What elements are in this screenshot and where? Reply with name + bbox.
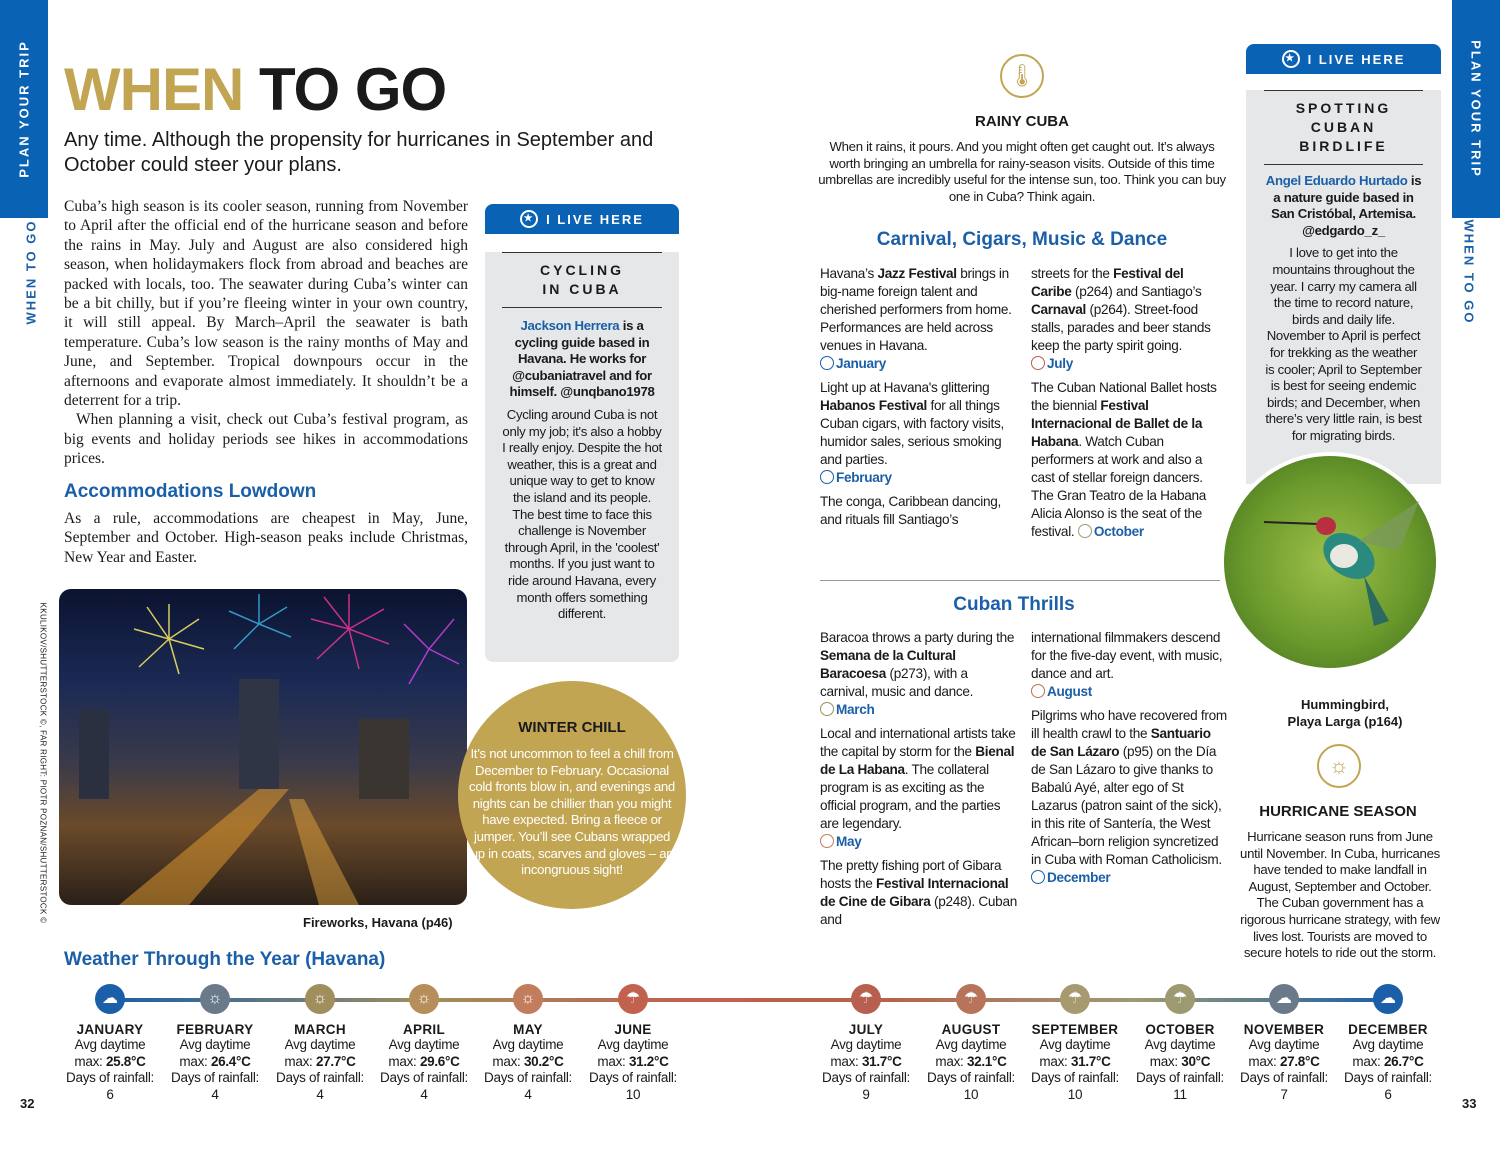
cycling-guide-name: Jackson Herrera bbox=[520, 318, 620, 333]
weather-month-name: MAY bbox=[513, 1022, 543, 1037]
carnival-entry-jazz: Havana’s Jazz Festival brings in big-name foreign talent and cherished performers from home. Performances are held across venues in Havana. January bbox=[820, 266, 1012, 371]
weather-month-december bbox=[1338, 984, 1438, 1103]
weather-avg-label: Avg daytime bbox=[492, 1037, 564, 1052]
weather-avg-label: Avg daytime bbox=[74, 1037, 146, 1052]
i-live-here-box-cycling bbox=[485, 204, 679, 662]
weather-rain-label: Days of rainfall: bbox=[1240, 1070, 1328, 1085]
weather-rain-label: Days of rainfall: bbox=[1136, 1070, 1224, 1085]
carnival-entry-caribe: streets for the Festival del Caribe (p264) and Santiago’s Carnaval (p264). Street-food stalls, parades and beer stands keep the party spirit going. July bbox=[1031, 266, 1211, 371]
cycling-title-line-2: IN CUBA bbox=[542, 281, 622, 297]
weather-month-june bbox=[583, 984, 683, 1103]
i-live-here-label: I LIVE HERE bbox=[546, 211, 644, 227]
rain-icon: ☂ bbox=[618, 984, 648, 1014]
hurricane-season-text: Hurricane season runs from June until November. In Cuba, hurricanes have tended to make landfall in August, September and October. The Cuban government has a rigorous hurricane strategy, with few lives lost. Tourists are moved to secure hotels to ride out the storm. bbox=[1240, 829, 1440, 961]
month-tag-may: May bbox=[820, 834, 862, 849]
weather-rain-label: Days of rainfall: bbox=[1344, 1070, 1432, 1085]
fireworks-caption: Fireworks, Havana (p46) bbox=[303, 915, 453, 930]
carnival-entry-habanos: Light up at Havana's glittering Habanos Festival for all things Cuban cigars, with factory visits, humidor sales, serious smoking and parties. February bbox=[820, 380, 1004, 485]
weather-month-september bbox=[1025, 984, 1125, 1103]
bird-guide-name: Angel Eduardo Hurtado bbox=[1265, 173, 1408, 188]
star-badge-icon: ★ bbox=[520, 210, 538, 228]
weather-month-february bbox=[165, 984, 265, 1103]
weather-rain-days: 10 bbox=[625, 1086, 641, 1102]
weather-month-name: SEPTEMBER bbox=[1031, 1022, 1119, 1037]
weather-month-may bbox=[478, 984, 578, 1103]
rain-icon: ☂ bbox=[851, 984, 881, 1014]
photo-credit bbox=[36, 602, 50, 924]
weather-rain-label: Days of rainfall: bbox=[1031, 1070, 1119, 1085]
weather-month-july bbox=[816, 984, 916, 1103]
thrills-entry-bienal: Local and international artists take the capital by storm for the Bienal de La Habana. The collateral program is as exciting as the official program, and the parties are legendary. May bbox=[820, 726, 1016, 849]
weather-max-temp: max: 32.1°C bbox=[935, 1053, 1007, 1069]
rainy-cuba-text: When it rains, it pours. And you might often get caught out. It’s always worth bringing an umbrella for rainy-season visits. Outside of this time umbrellas are incredibly useful for the intense sun, too. Think you can buy one in Cuba? Think again. bbox=[818, 139, 1226, 204]
weather-rain-days: 7 bbox=[1280, 1086, 1288, 1102]
right-side-tab-label: PLAN YOUR TRIP bbox=[1468, 40, 1484, 178]
i-live-here-header-2 bbox=[1246, 44, 1441, 74]
intro-text bbox=[64, 197, 468, 469]
winter-chill-title: WINTER CHILL bbox=[518, 719, 626, 736]
star-badge-icon: ★ bbox=[1282, 50, 1300, 68]
weather-max-temp: max: 31.7°C bbox=[830, 1053, 902, 1069]
weather-avg-label: Avg daytime bbox=[935, 1037, 1007, 1052]
accommodations-heading: Accommodations Lowdown bbox=[64, 481, 317, 502]
weather-rain-label: Days of rainfall: bbox=[171, 1070, 259, 1085]
hummingbird-photo bbox=[1220, 452, 1440, 672]
carnival-entry-ballet: The Cuban National Ballet hosts the biennial Festival Internacional de Ballet de la Habana. Watch Cuban performers at work and also a cast of stellar foreign dancers. The Gran Teatro de la Habana Alicia Alonso is the seat of the festival. October bbox=[1031, 380, 1217, 539]
weather-max-temp: max: 26.7°C bbox=[1352, 1053, 1424, 1069]
birdlife-quote: I love to get into the mountains throughout the year. I carry my camera all the time to record nature, birds and daily life. November to April is perfect for trekking as the weather is cooler; April to September is best for seeing endemic birds; and December, when there’s very little rain, is best for migrating birds. bbox=[1265, 245, 1422, 443]
month-tag-december: December bbox=[1031, 870, 1110, 885]
hurricane-season-title: HURRICANE SEASON bbox=[1259, 803, 1417, 820]
weather-max-temp: max: 27.7°C bbox=[284, 1053, 356, 1069]
weather-rain-days: 4 bbox=[211, 1086, 219, 1102]
weather-rain-days: 6 bbox=[106, 1086, 114, 1102]
rain-icon bbox=[1078, 524, 1092, 538]
sun-icon bbox=[820, 470, 834, 484]
month-tag-march: March bbox=[820, 702, 875, 717]
weather-rain-days: 10 bbox=[1067, 1086, 1083, 1102]
weather-max-temp: max: 30°C bbox=[1149, 1053, 1211, 1069]
weather-month-november bbox=[1234, 984, 1334, 1103]
thermometer-icon: 🌡 bbox=[1000, 54, 1044, 98]
sun-icon bbox=[820, 834, 834, 848]
winter-chill-text: It’s not uncommon to feel a chill from December to February. Occasional cold fronts blow in, and evenings and nights can be chillier than you might have expected. Bring a fleece or jumper. You’ll see Cubans wrapped up in coats, scarves and gloves – an incongruous sight! bbox=[469, 746, 675, 878]
rain-icon bbox=[1031, 684, 1045, 698]
weather-month-name: JANUARY bbox=[76, 1022, 144, 1037]
weather-rain-label: Days of rainfall: bbox=[380, 1070, 468, 1085]
weather-month-april bbox=[374, 984, 474, 1103]
page-number-left: 32 bbox=[20, 1096, 35, 1111]
hummingbird-caption-line-2: Playa Larga (p164) bbox=[1287, 714, 1403, 729]
left-side-tab bbox=[0, 0, 48, 218]
rain-icon: ☂ bbox=[1165, 984, 1195, 1014]
sun-cloud-icon: ☁ bbox=[1373, 984, 1403, 1014]
weather-month-name: NOVEMBER bbox=[1243, 1022, 1325, 1037]
carnival-heading: Carnival, Cigars, Music & Dance bbox=[876, 229, 1168, 250]
cuban-thrills-heading: Cuban Thrills bbox=[953, 594, 1075, 615]
month-tag-october: October bbox=[1078, 524, 1144, 539]
weather-max-temp: max: 27.8°C bbox=[1248, 1053, 1320, 1069]
accommodations-text: As a rule, accommodations are cheapest in May, June, September and October. High-season peaks include Christmas, New Year and Easter. bbox=[64, 510, 468, 566]
weather-avg-label: Avg daytime bbox=[388, 1037, 460, 1052]
weather-rain-label: Days of rainfall: bbox=[276, 1070, 364, 1085]
sun-icon: ☼ bbox=[513, 984, 543, 1014]
weather-max-temp: max: 25.8°C bbox=[74, 1053, 146, 1069]
sun-cloud-icon: ☁ bbox=[1269, 984, 1299, 1014]
weather-month-name: FEBRUARY bbox=[176, 1022, 254, 1037]
thrills-entry-filmmakers: international filmmakers descend for the five-day event, with music, dance and art. August bbox=[1031, 630, 1223, 699]
i-live-here-box-birdlife bbox=[1246, 44, 1441, 484]
month-tag-august: August bbox=[1031, 684, 1092, 699]
right-side-tab bbox=[1452, 0, 1500, 218]
weather-month-august bbox=[921, 984, 1021, 1103]
page-number-right: 33 bbox=[1462, 1096, 1477, 1111]
hummingbird-caption-line-1: Hummingbird, bbox=[1300, 697, 1390, 712]
weather-rain-days: 6 bbox=[1384, 1086, 1392, 1102]
weather-month-march bbox=[270, 984, 370, 1103]
month-tag-february: February bbox=[820, 470, 892, 485]
weather-max-temp: max: 26.4°C bbox=[179, 1053, 251, 1069]
weather-month-name: DECEMBER bbox=[1348, 1022, 1428, 1037]
intro-paragraph-1: Cuba’s high season is its cooler season, running from November to April after the official end of the hurricane season and before the rains in May. July and August are also considered high season, when holidaymakers flock from abroad and beaches are packed with locals, too. The seawater during Cuba’s winter can be a bit chilly, but if you’re fleeing winter in your own country, it will still appeal. By March–April the seawater is bath temperature. Cuba’s low season is the rainy months of May and June, and September. Tropical downpours occur in the afternoons and evaporate almost immediately. It shouldn’t be a deterrent for a trip. bbox=[64, 198, 468, 410]
fireworks-photo bbox=[59, 589, 467, 905]
weather-month-january bbox=[60, 984, 160, 1103]
sun-cloud-icon bbox=[820, 356, 834, 370]
left-side-subtitle: WHEN TO GO bbox=[23, 219, 39, 325]
title-part-2: TO GO bbox=[258, 56, 447, 123]
cycling-guide-bio bbox=[502, 318, 662, 401]
thrills-entry-gibara: The pretty fishing port of Gibara hosts the Festival Internacional de Cine de Gibara (p248). Cuban and bbox=[820, 858, 1017, 927]
weather-avg-label: Avg daytime bbox=[1248, 1037, 1320, 1052]
hummingbird-caption bbox=[1260, 696, 1430, 730]
weather-rain-days: 9 bbox=[862, 1086, 870, 1102]
sun-icon: ☼ bbox=[305, 984, 335, 1014]
birdlife-title-line-1: SPOTTING bbox=[1295, 100, 1392, 116]
thrills-left-column bbox=[820, 629, 1018, 935]
weather-avg-label: Avg daytime bbox=[830, 1037, 902, 1052]
birdlife-title-line-2: CUBAN BIRDLIFE bbox=[1299, 119, 1388, 154]
thrills-entry-san-lazaro: Pilgrims who have recovered from ill health crawl to the Santuario de San Lázaro (p95) on the Día de San Lázaro to give thanks to Babalú Ayé, alter ego of St Lazarus (patron saint of the sick), in this rite of Santería, the West African–born religion syncretized in Cuba with Roman Catholicism. December bbox=[1031, 708, 1227, 885]
left-side-tab-label: PLAN YOUR TRIP bbox=[16, 40, 32, 178]
sun-cloud-icon bbox=[1031, 870, 1045, 884]
bird-guide-bio-text: is a nature guide based in San Cristóbal, Artemisa. @edgardo_z_ bbox=[1271, 173, 1422, 238]
sun-icon: ☼ bbox=[200, 984, 230, 1014]
cycling-quote: Cycling around Cuba is not only my job; it's also a hobby I really enjoy. Despite the hot weather, this is a great and unique way to get to know the island and its people. The best time to face this challenge is November through April, in the 'coolest' months. If you just want to ride around Havana, every month offers something different. bbox=[502, 406, 662, 622]
weather-month-name: OCTOBER bbox=[1145, 1022, 1215, 1037]
weather-max-temp: max: 31.2°C bbox=[597, 1053, 669, 1069]
weather-rain-days: 4 bbox=[420, 1086, 428, 1102]
photo-credit-text: KKULIKOV/SHUTTERSTOCK ©, FAR RIGHT: PIOTR POZNAN/SHUTTERSTOCK © bbox=[38, 602, 48, 924]
birdlife-title bbox=[1264, 90, 1423, 165]
weather-max-temp: max: 30.2°C bbox=[492, 1053, 564, 1069]
cycling-guide-bio-text: is a cycling guide based in Havana. He works for @cubaniatravel and for himself. @unqbano1978 bbox=[509, 318, 655, 400]
weather-avg-label: Avg daytime bbox=[1144, 1037, 1216, 1052]
carnival-entry-conga: The conga, Caribbean dancing, and rituals fill Santiago’s bbox=[820, 494, 1001, 527]
bird-guide-bio bbox=[1264, 173, 1423, 239]
weather-max-temp: max: 31.7°C bbox=[1039, 1053, 1111, 1069]
page-title bbox=[64, 56, 447, 123]
hummingbird-illustration bbox=[1224, 456, 1436, 668]
section-divider bbox=[820, 580, 1220, 581]
i-live-here-label-2: I LIVE HERE bbox=[1307, 51, 1406, 67]
weather-rain-days: 11 bbox=[1173, 1086, 1187, 1102]
weather-rain-days: 10 bbox=[963, 1086, 979, 1102]
weather-month-october bbox=[1130, 984, 1230, 1103]
sun-icon bbox=[820, 702, 834, 716]
weather-rain-label: Days of rainfall: bbox=[484, 1070, 572, 1085]
cycling-title-line-1: CYCLING bbox=[540, 262, 624, 278]
page-subtitle: Any time. Although the propensity for hurricanes in September and October could steer your plans. bbox=[64, 129, 654, 176]
rain-icon: ☂ bbox=[1060, 984, 1090, 1014]
weather-avg-label: Avg daytime bbox=[1039, 1037, 1111, 1052]
winter-chill-circle bbox=[458, 681, 686, 909]
rain-icon: ☂ bbox=[956, 984, 986, 1014]
rainy-cuba-title: RAINY CUBA bbox=[975, 113, 1069, 130]
sun-icon: ☼ bbox=[1317, 744, 1361, 788]
sun-icon: ☼ bbox=[409, 984, 439, 1014]
month-tag-january: January bbox=[820, 356, 886, 371]
weather-rain-label: Days of rainfall: bbox=[927, 1070, 1015, 1085]
weather-heading: Weather Through the Year (Havana) bbox=[64, 949, 386, 970]
intro-paragraph-2: When planning a visit, check out Cuba’s festival program, as big events and holiday periods see hikes in accommodations prices. bbox=[64, 411, 468, 468]
weather-avg-label: Avg daytime bbox=[284, 1037, 356, 1052]
weather-month-name: JUNE bbox=[614, 1022, 652, 1037]
weather-max-temp: max: 29.6°C bbox=[388, 1053, 460, 1069]
thrills-right-column bbox=[1031, 629, 1227, 893]
weather-month-name: MARCH bbox=[294, 1022, 346, 1037]
i-live-here-header bbox=[485, 204, 679, 234]
thrills-entry-baracoa: Baracoa throws a party during the Semana de la Cultural Baracoesa (p273), with a carnival, music and dance. March bbox=[820, 630, 1015, 717]
weather-rain-days: 4 bbox=[524, 1086, 532, 1102]
sun-cloud-icon: ☁ bbox=[95, 984, 125, 1014]
right-side-subtitle: WHEN TO GO bbox=[1461, 219, 1477, 325]
cycling-title bbox=[502, 252, 662, 308]
weather-rain-label: Days of rainfall: bbox=[822, 1070, 910, 1085]
month-tag-july: July bbox=[1031, 356, 1073, 371]
carnival-right-column bbox=[1031, 265, 1227, 547]
weather-month-name: AUGUST bbox=[941, 1022, 1001, 1037]
title-part-1: WHEN bbox=[64, 56, 244, 123]
weather-rain-label: Days of rainfall: bbox=[66, 1070, 154, 1085]
fireworks-illustration bbox=[59, 589, 467, 905]
weather-month-name: APRIL bbox=[403, 1022, 445, 1037]
weather-avg-label: Avg daytime bbox=[597, 1037, 669, 1052]
carnival-left-column bbox=[820, 265, 1018, 535]
weather-rain-label: Days of rainfall: bbox=[589, 1070, 677, 1085]
rain-icon bbox=[1031, 356, 1045, 370]
weather-avg-label: Avg daytime bbox=[1352, 1037, 1424, 1052]
weather-rain-days: 4 bbox=[316, 1086, 324, 1102]
weather-month-name: JULY bbox=[848, 1022, 884, 1037]
weather-avg-label: Avg daytime bbox=[179, 1037, 251, 1052]
